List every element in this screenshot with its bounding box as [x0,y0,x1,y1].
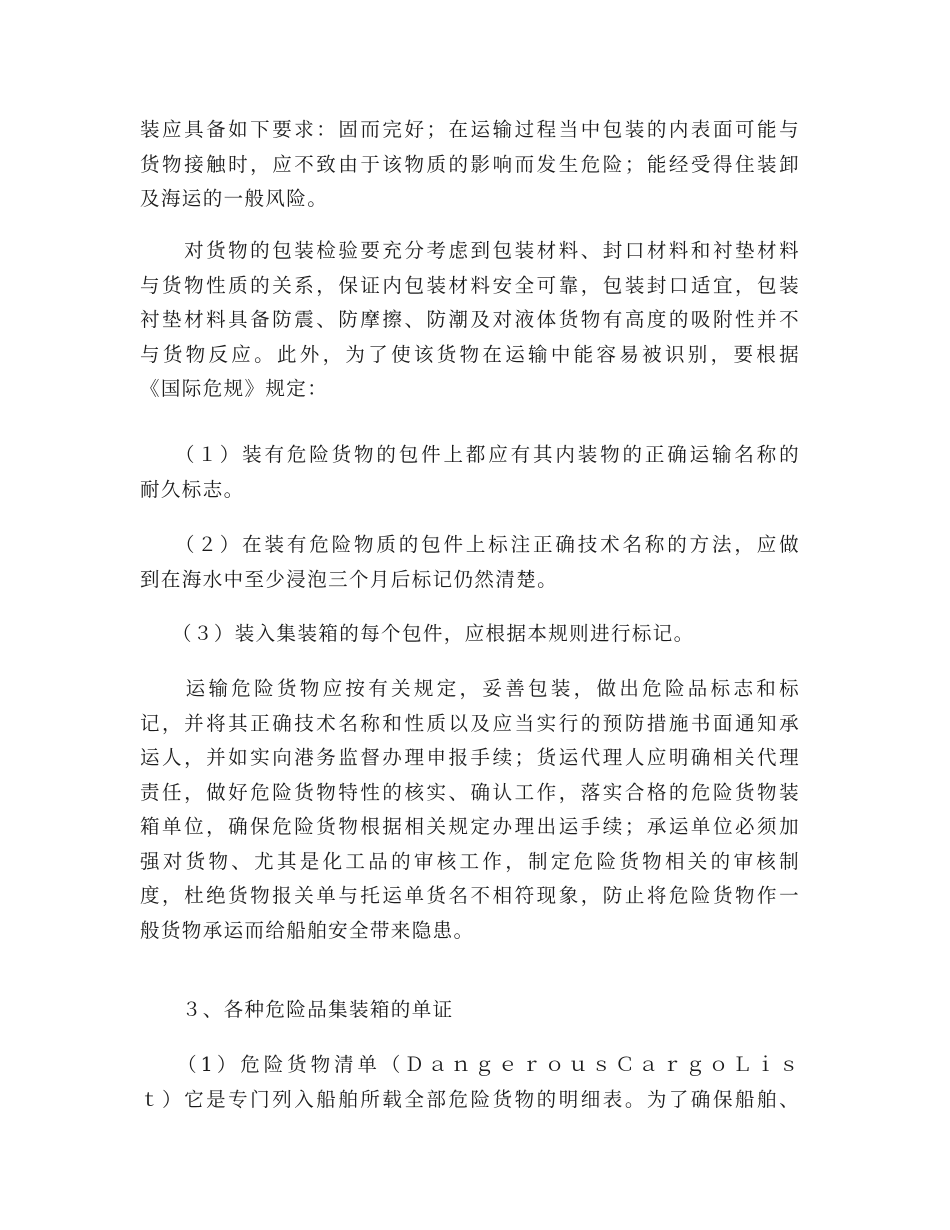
text-line: 运人，并如实向港务监督办理申报手续；货运代理人应明确相关代理 [140,746,800,769]
text-line: ３、各种危险品集装箱的单证 [140,998,454,1021]
text-line: （１）装有危险货物的包件上都应有其内装物的正确运输名称的 [140,443,800,466]
text-line: （３）装入集装箱的每个包件，应根据本规则进行标记。 [140,622,695,645]
text-line: 强对货物、尤其是化工品的审核工作，制定危险货物相关的审核制 [140,849,800,873]
text-line: 记，并将其正确技术名称和性质以及应当实行的预防措施书面通知承 [140,711,800,735]
text-line: 及海运的一般风险。 [140,187,329,210]
paragraph-rule-1 [140,438,800,507]
text-line: 衬垫材料具备防震、防摩擦、防潮及对液体货物有高度的吸附性并不 [140,308,800,331]
text-line: 运输危险货物应按有关规定，妥善包装，做出危险品标志和标 [140,677,800,700]
paragraph-rule-2 [140,528,800,597]
text-line: 责任，做好危险货物特性的核实、确认工作，落实合格的危险货物装 [140,780,800,804]
paragraph-rule-3 [140,617,800,652]
text-line: 箱单位，确保危险货物根据相关规定办理出运手续；承运单位必须加 [140,815,800,838]
text-line: 般货物承运而给船舶安全带来隐患。 [140,918,475,942]
paragraph-packaging-inspection [140,234,800,407]
text-line: 对货物的包装检验要充分考虑到包装材料、封口材料和衬垫材料 [140,239,800,262]
text-line: ｔ）它是专门列入船舶所载全部危险货物的明细表。为了确保船舶、 [140,1087,800,1111]
section-heading-documents [140,993,800,1028]
text-line: 装应具备如下要求：固而完好；在运输过程当中包装的内表面可能与 [140,118,800,141]
text-line: 度，杜绝货物报关单与托运单货名不相符现象，防止将危险货物作一 [140,884,800,907]
text-line: 耐久标志。 [140,477,245,501]
text-line: （２）在装有危险物质的包件上标注正确技术名称的方法，应做 [140,533,800,556]
paragraph-packaging-requirements [140,113,800,217]
text-line: （1）危险货物清单（ＤａｎｇｅｒｏｕｓＣａｒｇｏＬｉｓ [140,1053,800,1076]
text-line: 与货物性质的关系，保证内包装材料安全可靠，包装封口适宜，包装 [140,273,800,297]
paragraph-transport-obligations [140,672,800,948]
paragraph-dangerous-cargo-list [140,1048,800,1117]
text-line: 《国际危规》规定： [140,377,329,400]
text-line: 货物接触时，应不致由于该物质的影响而发生危险；能经受得住装卸 [140,152,800,176]
text-line: 到在海水中至少浸泡三个月后标记仍然清楚。 [140,567,559,591]
text-line: 与货物反应。此外，为了使该货物在运输中能容易被识别，要根据 [140,342,800,366]
